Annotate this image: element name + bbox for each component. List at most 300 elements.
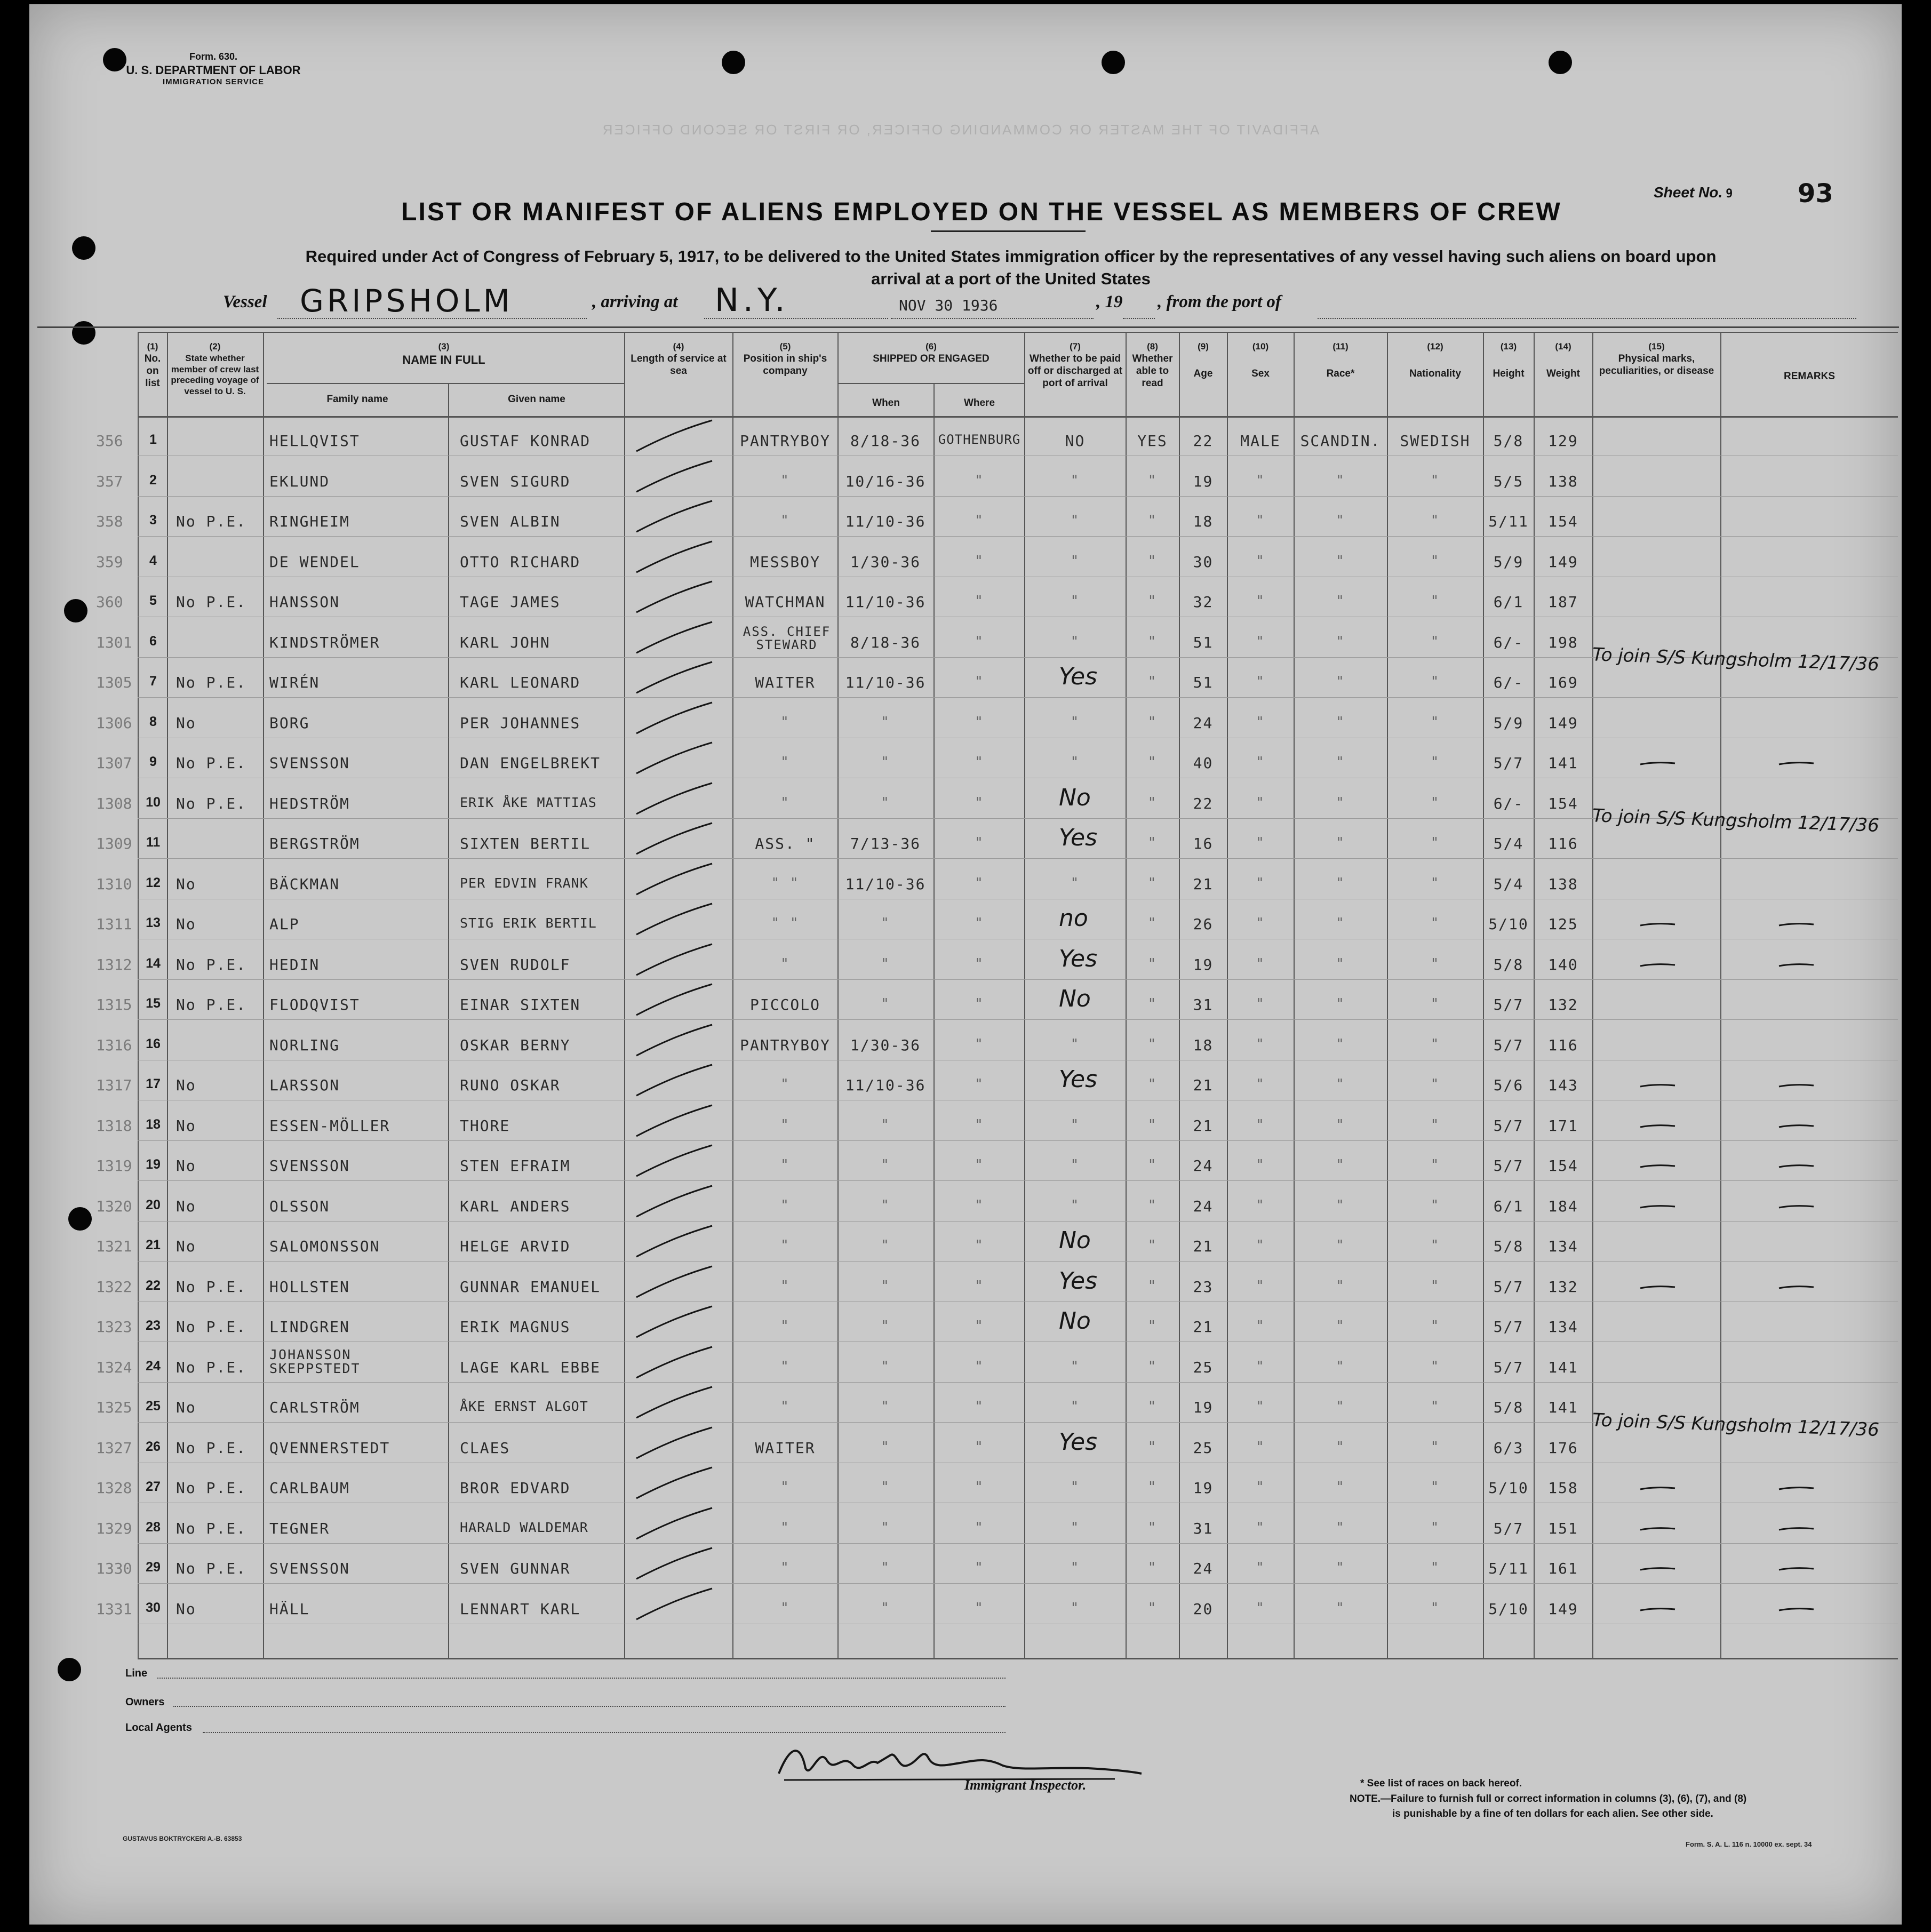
row-rule bbox=[138, 1180, 1898, 1181]
cell-weight: 134 bbox=[1548, 1318, 1578, 1336]
cell-race: SCANDIN. bbox=[1300, 432, 1381, 450]
cell-where: " bbox=[975, 513, 984, 529]
cell-height: 5/10 bbox=[1488, 1600, 1529, 1618]
header-given-name: Given name bbox=[508, 394, 565, 405]
col-divider bbox=[138, 332, 139, 1658]
row-rule bbox=[138, 1583, 1898, 1584]
cell-family: HÄLL bbox=[269, 1600, 310, 1618]
cell-paid: Yes bbox=[1059, 824, 1098, 851]
cell-nat: SWEDISH bbox=[1400, 432, 1471, 450]
cell-prev: No bbox=[176, 1600, 196, 1618]
header-col-14: (14) Weight bbox=[1546, 341, 1580, 380]
vessel-label: Vessel bbox=[223, 292, 267, 312]
cell-height: 5/11 bbox=[1488, 1560, 1529, 1577]
cell-where: " bbox=[975, 1560, 984, 1576]
col-divider bbox=[1483, 332, 1484, 1658]
cell-nat: " bbox=[1430, 1197, 1440, 1214]
footnote-races: * See list of races on back hereof. bbox=[1360, 1778, 1522, 1789]
cell-age: 23 bbox=[1193, 1278, 1214, 1296]
cell-given: SVEN SIGURD bbox=[460, 472, 571, 490]
cell-race: " bbox=[1336, 593, 1345, 609]
cell-prev: No P.E. bbox=[176, 794, 247, 812]
cell-line: 1330 bbox=[96, 1560, 132, 1577]
cell-no: 6 bbox=[149, 633, 157, 649]
cell-line: 1322 bbox=[96, 1278, 132, 1296]
cell-weight: 141 bbox=[1548, 1399, 1578, 1416]
cell-read: " bbox=[1147, 1116, 1158, 1133]
cell-sex: " bbox=[1256, 1479, 1265, 1495]
cell-prev: No P.E. bbox=[176, 674, 247, 691]
cell-race: " bbox=[1336, 1600, 1345, 1616]
cell-read: " bbox=[1147, 1479, 1158, 1495]
col-divider bbox=[1227, 332, 1228, 1658]
cell-sex: " bbox=[1256, 1318, 1265, 1334]
form-identifier bbox=[101, 51, 325, 87]
cell-weight: 154 bbox=[1548, 1157, 1578, 1175]
cell-prev: No P.E. bbox=[176, 593, 247, 611]
header-col-6: (6) SHIPPED OR ENGAGED bbox=[873, 341, 990, 365]
cell-prev: No P.E. bbox=[176, 955, 247, 973]
title-underline bbox=[931, 230, 1086, 232]
cell-race: " bbox=[1336, 1157, 1345, 1173]
row-rule bbox=[138, 858, 1898, 859]
cell-height: 5/7 bbox=[1493, 996, 1524, 1013]
cell-nat: " bbox=[1430, 553, 1440, 569]
cell-given: STIG ERIK BERTIL bbox=[460, 915, 597, 931]
cell-prev: No bbox=[176, 1157, 196, 1175]
cell-sex: " bbox=[1256, 593, 1265, 609]
cell-height: 5/8 bbox=[1493, 1238, 1524, 1255]
cell-age: 21 bbox=[1193, 1238, 1214, 1255]
form-number: Form. 630. bbox=[189, 51, 238, 62]
cell-nat: " bbox=[1430, 1439, 1440, 1455]
cell-line: 1306 bbox=[96, 714, 132, 732]
cell-prev: No bbox=[176, 1197, 196, 1215]
cell-family: SVENSSON bbox=[269, 1560, 350, 1577]
cell-given: EINAR SIXTEN bbox=[460, 996, 581, 1013]
service-tick-mark bbox=[632, 1345, 717, 1387]
cell-given: SVEN RUDOLF bbox=[460, 955, 571, 973]
dash-mark bbox=[1638, 1080, 1680, 1091]
cell-no: 21 bbox=[146, 1238, 161, 1252]
cell-no: 17 bbox=[146, 1076, 161, 1091]
cell-sex: " bbox=[1256, 1560, 1265, 1576]
footer-line-field bbox=[157, 1678, 1006, 1679]
cell-race: " bbox=[1336, 1519, 1345, 1536]
cell-prev: No bbox=[176, 714, 196, 732]
cell-prev: No P.E. bbox=[176, 1560, 247, 1577]
cell-weight: 176 bbox=[1548, 1439, 1578, 1457]
cell-no: 27 bbox=[146, 1479, 161, 1494]
cell-age: 24 bbox=[1193, 1197, 1214, 1215]
cell-when: " bbox=[881, 1278, 890, 1294]
cell-age: 24 bbox=[1193, 1560, 1214, 1577]
cell-family: OLSSON bbox=[269, 1197, 330, 1215]
service-tick-mark bbox=[632, 942, 717, 985]
header-col-4: (4) Length of service at sea bbox=[631, 341, 727, 377]
cell-where: " bbox=[975, 1238, 984, 1254]
cell-weight: 116 bbox=[1548, 835, 1578, 852]
cell-age: 30 bbox=[1193, 553, 1214, 571]
cell-family: LARSSON bbox=[269, 1076, 340, 1094]
year-label: , 19 bbox=[1096, 292, 1123, 312]
header-col-2: (2) State whether member of crew last preceding voyage of vessel to U. S. bbox=[171, 341, 259, 396]
cell-family: HEDIN bbox=[269, 955, 320, 973]
cell-position: PICCOLO bbox=[749, 996, 820, 1013]
vessel-name: GRIPSHOLM bbox=[300, 283, 513, 319]
cell-prev: No bbox=[176, 915, 196, 933]
footer-agents-label: Local Agents bbox=[125, 1722, 192, 1734]
cell-age: 19 bbox=[1193, 472, 1214, 490]
cell-read: " bbox=[1147, 1157, 1158, 1173]
cell-position: " " bbox=[771, 915, 800, 931]
cell-read: " bbox=[1147, 1358, 1158, 1375]
cell-weight: 187 bbox=[1548, 593, 1578, 611]
inspector-label: Immigrant Inspector. bbox=[964, 1777, 1087, 1793]
cell-paid: " bbox=[1070, 1600, 1080, 1616]
cell-age: 18 bbox=[1193, 513, 1214, 530]
cell-position: " bbox=[780, 1358, 790, 1375]
cell-weight: 169 bbox=[1548, 674, 1578, 691]
service-tick-mark bbox=[632, 539, 717, 582]
cell-where: " bbox=[975, 875, 984, 891]
cell-when: " bbox=[881, 1238, 890, 1254]
page-title: LIST OR MANIFEST OF ALIENS EMPLOYED ON THE VESSEL AS MEMBERS OF CREW bbox=[401, 198, 1562, 226]
cell-where: " bbox=[975, 754, 984, 770]
cell-read: YES bbox=[1137, 432, 1168, 450]
cell-where: " bbox=[975, 1036, 984, 1052]
cell-family: CARLSTRÖM bbox=[269, 1399, 360, 1416]
cell-when: 1/30-36 bbox=[850, 1036, 921, 1054]
table-top-rule bbox=[37, 326, 1899, 328]
col-divider bbox=[1294, 332, 1295, 1658]
cell-line: 360 bbox=[96, 593, 123, 611]
cell-nat: " bbox=[1430, 1399, 1440, 1415]
cell-paid: no bbox=[1059, 905, 1088, 932]
cell-when: " bbox=[881, 915, 890, 931]
service-tick-mark bbox=[632, 700, 717, 743]
cell-given: SVEN ALBIN bbox=[460, 513, 561, 530]
cell-weight: 138 bbox=[1548, 875, 1578, 893]
cell-age: 20 bbox=[1193, 1600, 1214, 1618]
dash-mark bbox=[1638, 1563, 1680, 1574]
cell-prev: No bbox=[176, 1076, 196, 1094]
punch-hole bbox=[1102, 51, 1125, 74]
cell-age: 26 bbox=[1193, 915, 1214, 933]
cell-sex: " bbox=[1256, 472, 1265, 489]
cell-paid: " bbox=[1070, 472, 1080, 489]
cell-no: 12 bbox=[146, 875, 161, 890]
cell-age: 19 bbox=[1193, 955, 1214, 973]
cell-sex: " bbox=[1256, 1399, 1265, 1415]
cell-age: 22 bbox=[1193, 432, 1214, 450]
cell-sex: " bbox=[1256, 1116, 1265, 1133]
service-tick-mark bbox=[632, 1264, 717, 1307]
cell-paid: No bbox=[1059, 985, 1091, 1012]
cell-when: " bbox=[881, 1560, 890, 1576]
dash-mark bbox=[1638, 960, 1680, 970]
cell-paid: " bbox=[1070, 714, 1080, 730]
cell-nat: " bbox=[1430, 996, 1440, 1012]
cell-sex: " bbox=[1256, 1238, 1265, 1254]
cell-given: OSKAR BERNY bbox=[460, 1036, 571, 1054]
cell-height: 6/- bbox=[1493, 674, 1524, 691]
cell-given: HARALD WALDEMAR bbox=[460, 1519, 588, 1535]
header-col-12: (12) Nationality bbox=[1409, 341, 1462, 380]
cell-weight: 125 bbox=[1548, 915, 1578, 933]
cell-height: 5/7 bbox=[1493, 1318, 1524, 1336]
service-tick-mark bbox=[632, 1586, 717, 1629]
footer-owners-field bbox=[173, 1706, 1006, 1707]
cell-no: 23 bbox=[146, 1318, 161, 1333]
cell-family: CARLBAUM bbox=[269, 1479, 350, 1497]
cell-weight: 116 bbox=[1548, 1036, 1578, 1054]
cell-when: 8/18-36 bbox=[850, 633, 921, 651]
cell-nat: " bbox=[1430, 593, 1440, 609]
cell-prev: No P.E. bbox=[176, 1519, 247, 1537]
cell-height: 5/4 bbox=[1493, 835, 1524, 852]
cell-paid: " bbox=[1070, 553, 1080, 569]
cell-line: 1309 bbox=[96, 835, 132, 852]
cell-when: 10/16-36 bbox=[845, 472, 926, 490]
cell-read: " bbox=[1147, 1600, 1158, 1616]
cell-where: " bbox=[975, 674, 984, 690]
remark-text: To join S/S Kungsholm 12/17/36 bbox=[1592, 644, 1880, 675]
cell-paid: " bbox=[1070, 1197, 1080, 1214]
cell-line: 1311 bbox=[96, 915, 132, 933]
table-header-bottom-rule bbox=[138, 416, 1898, 418]
cell-age: 21 bbox=[1193, 1116, 1214, 1135]
cell-family: HELLQVIST bbox=[269, 432, 360, 450]
cell-weight: 151 bbox=[1548, 1519, 1578, 1537]
cell-race: " bbox=[1336, 754, 1345, 770]
cell-read: " bbox=[1147, 754, 1158, 770]
header-col-5: (5) Position in ship's company bbox=[743, 341, 827, 377]
cell-where: " bbox=[975, 1116, 984, 1133]
cell-weight: 158 bbox=[1548, 1479, 1578, 1497]
cell-race: " bbox=[1336, 513, 1345, 529]
cell-age: 18 bbox=[1193, 1036, 1214, 1054]
cell-weight: 171 bbox=[1548, 1116, 1578, 1135]
header-col-11: (11) Race* bbox=[1326, 341, 1355, 380]
cell-sex: " bbox=[1256, 1519, 1265, 1536]
cell-height: 5/7 bbox=[1493, 1157, 1524, 1175]
service-tick-mark bbox=[632, 499, 717, 541]
cell-nat: " bbox=[1430, 1157, 1440, 1173]
service-tick-mark bbox=[632, 1224, 717, 1266]
punch-hole bbox=[68, 1207, 92, 1231]
cell-race: " bbox=[1336, 915, 1345, 931]
cell-sex: " bbox=[1256, 1157, 1265, 1173]
service-tick-mark bbox=[632, 620, 717, 662]
cell-weight: 154 bbox=[1548, 513, 1578, 530]
service-tick-mark bbox=[632, 1143, 717, 1186]
header-remarks: REMARKS bbox=[1783, 371, 1836, 382]
cell-nat: " bbox=[1430, 513, 1440, 529]
cell-weight: 198 bbox=[1548, 633, 1578, 651]
cell-no: 5 bbox=[149, 593, 157, 608]
cell-line: 1323 bbox=[96, 1318, 132, 1336]
row-rule bbox=[138, 1221, 1898, 1222]
cell-read: " bbox=[1147, 674, 1158, 690]
cell-family: SALOMONSSON bbox=[269, 1238, 380, 1255]
cell-height: 5/9 bbox=[1493, 714, 1524, 732]
cell-prev: No P.E. bbox=[176, 1479, 247, 1497]
cell-nat: " bbox=[1430, 1358, 1440, 1375]
department-name: U. S. DEPARTMENT OF LABOR bbox=[126, 63, 301, 77]
cell-age: 19 bbox=[1193, 1479, 1214, 1497]
cell-weight: 143 bbox=[1548, 1076, 1578, 1094]
cell-read: " bbox=[1147, 835, 1158, 851]
col-divider bbox=[1534, 332, 1535, 1658]
dash-mark bbox=[1776, 960, 1819, 970]
cell-height: 6/- bbox=[1493, 633, 1524, 651]
dash-mark bbox=[1638, 1201, 1680, 1212]
cell-no: 4 bbox=[149, 553, 157, 568]
cell-no: 11 bbox=[146, 835, 161, 850]
cell-when: 11/10-36 bbox=[845, 1076, 926, 1094]
dash-mark bbox=[1638, 1523, 1680, 1534]
cell-no: 30 bbox=[146, 1600, 161, 1615]
cell-height: 5/8 bbox=[1493, 432, 1524, 450]
cell-prev: No bbox=[176, 1116, 196, 1135]
cell-height: 5/8 bbox=[1493, 1399, 1524, 1416]
col-divider bbox=[732, 332, 733, 1658]
service-tick-mark bbox=[632, 660, 717, 702]
cell-family: RINGHEIM bbox=[269, 513, 350, 530]
cell-position: " bbox=[780, 794, 790, 811]
cell-given: SIXTEN BERTIL bbox=[460, 835, 591, 852]
cell-no: 9 bbox=[149, 754, 157, 769]
dash-mark bbox=[1776, 1483, 1819, 1494]
cell-sex: " bbox=[1256, 714, 1265, 730]
cell-family: LINDGREN bbox=[269, 1318, 350, 1336]
col-divider bbox=[1387, 332, 1388, 1658]
cell-nat: " bbox=[1430, 1318, 1440, 1334]
cell-position: WAITER bbox=[755, 1439, 816, 1457]
footer-notes bbox=[1350, 1776, 1830, 1822]
cell-height: 5/9 bbox=[1493, 553, 1524, 571]
cell-given: GUSTAF KONRAD bbox=[460, 432, 591, 450]
cell-where: " bbox=[975, 1479, 984, 1495]
cell-weight: 154 bbox=[1548, 794, 1578, 812]
cell-weight: 138 bbox=[1548, 472, 1578, 490]
cell-family: ESSEN-MÖLLER bbox=[269, 1116, 390, 1135]
cell-nat: " bbox=[1430, 955, 1440, 972]
cell-read: " bbox=[1147, 513, 1158, 529]
cell-height: 5/4 bbox=[1493, 875, 1524, 893]
col-divider bbox=[837, 332, 839, 1658]
cell-given: STEN EFRAIM bbox=[460, 1157, 571, 1175]
cell-read: " bbox=[1147, 714, 1158, 730]
cell-line: 1312 bbox=[96, 955, 132, 973]
cell-height: 5/8 bbox=[1493, 955, 1524, 973]
cell-race: " bbox=[1336, 1439, 1345, 1455]
cell-height: 6/- bbox=[1493, 794, 1524, 812]
table-header-rule bbox=[138, 332, 1898, 333]
cell-nat: " bbox=[1430, 1076, 1440, 1092]
name-subheader-rule bbox=[267, 383, 624, 384]
cell-line: 1315 bbox=[96, 996, 132, 1013]
cell-position: " bbox=[780, 955, 790, 972]
cell-when: " bbox=[881, 1519, 890, 1536]
cell-read: " bbox=[1147, 1036, 1158, 1052]
cell-weight: 140 bbox=[1548, 955, 1578, 973]
dash-mark bbox=[1776, 1523, 1819, 1534]
cell-no: 1 bbox=[149, 432, 157, 447]
cell-where: " bbox=[975, 915, 984, 931]
punch-hole bbox=[722, 51, 745, 74]
cell-paid: NO bbox=[1065, 432, 1086, 450]
cell-where: " bbox=[975, 1358, 984, 1375]
cell-race: " bbox=[1336, 633, 1345, 650]
cell-race: " bbox=[1336, 1116, 1345, 1133]
cell-line: 356 bbox=[96, 432, 123, 450]
cell-prev: No P.E. bbox=[176, 754, 247, 772]
cell-read: " bbox=[1147, 915, 1158, 931]
cell-weight: 132 bbox=[1548, 1278, 1578, 1296]
cell-given: KARL JOHN bbox=[460, 633, 550, 651]
from-port-line bbox=[1318, 318, 1856, 319]
cell-when: " bbox=[881, 1399, 890, 1415]
cell-given: SVEN GUNNAR bbox=[460, 1560, 571, 1577]
cell-position: " bbox=[780, 1600, 790, 1616]
cell-position: PANTRYBOY bbox=[740, 432, 831, 450]
cell-height: 5/7 bbox=[1493, 754, 1524, 772]
cell-when: 8/18-36 bbox=[850, 432, 921, 450]
cell-read: " bbox=[1147, 553, 1158, 569]
arrival-port-line bbox=[704, 318, 888, 319]
cell-position: " bbox=[780, 1238, 790, 1254]
cell-height: 6/3 bbox=[1493, 1439, 1524, 1457]
sheet-number-value: 9 bbox=[1726, 187, 1733, 201]
cell-nat: " bbox=[1430, 1036, 1440, 1052]
cell-where: " bbox=[975, 714, 984, 730]
cell-paid: " bbox=[1070, 1519, 1080, 1536]
punch-hole bbox=[72, 236, 95, 260]
cell-when: 1/30-36 bbox=[850, 553, 921, 571]
cell-race: " bbox=[1336, 1358, 1345, 1375]
cell-height: 5/7 bbox=[1493, 1116, 1524, 1135]
header-col-7: (7) Whether to be paid off or discharged at port of arrival bbox=[1027, 341, 1123, 389]
cell-race: " bbox=[1336, 955, 1345, 972]
cell-where: " bbox=[975, 1076, 984, 1092]
cell-no: 25 bbox=[146, 1399, 161, 1414]
cell-sex: " bbox=[1256, 955, 1265, 972]
form-sal-mark: Form. S. A. L. 116 n. 10000 ex. sept. 34 bbox=[1686, 1840, 1812, 1848]
cell-race: " bbox=[1336, 1238, 1345, 1254]
cell-nat: " bbox=[1430, 472, 1440, 489]
dash-mark bbox=[1638, 1604, 1680, 1615]
footnote-penalty: NOTE.—Failure to furnish full or correct information in columns (3), (6), (7), and (8) bbox=[1350, 1793, 1747, 1805]
cell-sex: MALE bbox=[1240, 432, 1281, 450]
dash-mark bbox=[1776, 1282, 1819, 1292]
header-col-10: (10) Sex bbox=[1251, 341, 1270, 380]
cell-where: " bbox=[975, 633, 984, 650]
cell-prev: No bbox=[176, 1399, 196, 1416]
cell-read: " bbox=[1147, 875, 1158, 891]
arrival-date-stamp: NOV 30 1936 bbox=[899, 297, 998, 314]
cell-given: TAGE JAMES bbox=[460, 593, 561, 611]
cell-family: JOHANSSON SKEPPSTEDT bbox=[269, 1346, 361, 1376]
subtitle-line-2: arrival at a port of the United States bbox=[871, 269, 1151, 288]
cell-age: 21 bbox=[1193, 1076, 1214, 1094]
cell-given: OTTO RICHARD bbox=[460, 553, 581, 571]
cell-given: THORE bbox=[460, 1116, 510, 1135]
cell-family: FLODQVIST bbox=[269, 996, 360, 1013]
cell-age: 31 bbox=[1193, 1519, 1214, 1537]
cell-nat: " bbox=[1430, 1479, 1440, 1495]
